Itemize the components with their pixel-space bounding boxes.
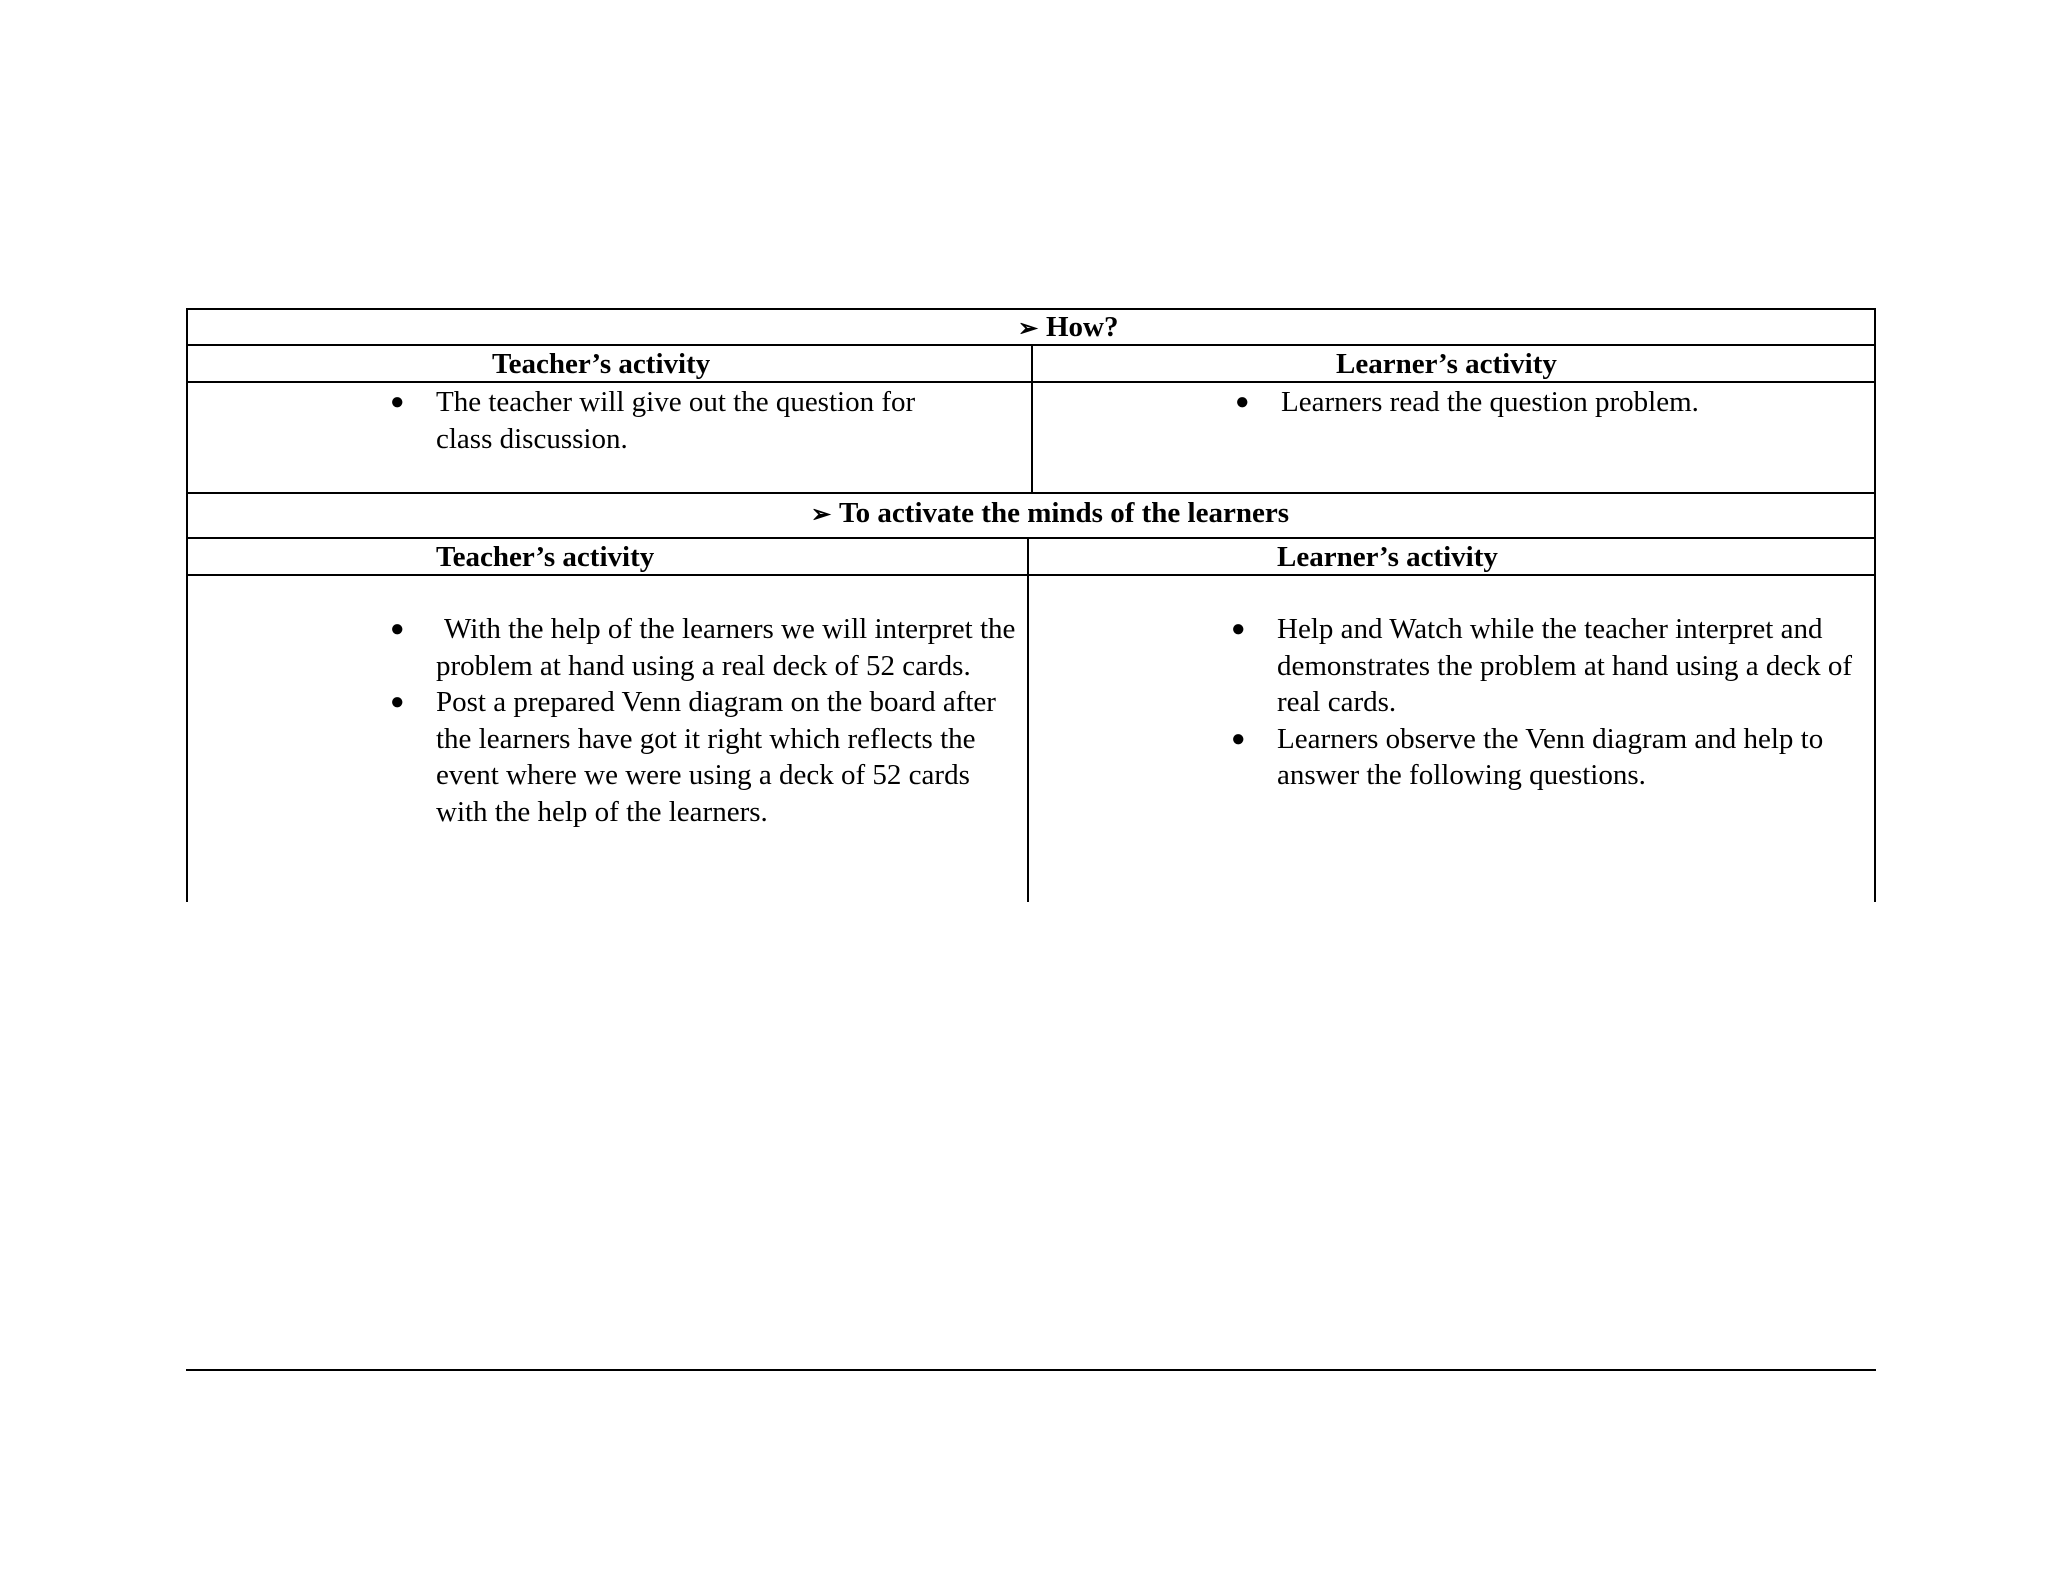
bullet-dot-icon: ● (1235, 389, 1250, 415)
learner-activity-list (1235, 384, 1841, 421)
list-item: ● Help and Watch while the teacher interpret and demonstrates the problem at hand using a deck of real cards. (1231, 613, 1853, 718)
teacher-activity-header: Teacher’s activity (436, 541, 655, 573)
footer-rule (186, 1369, 1876, 1371)
bullet-dot-icon: ● (1231, 616, 1246, 642)
list-item: ● Learners read the question problem. (1281, 384, 1841, 421)
teacher-activity-list (390, 384, 976, 457)
learner-activity-header: Learner’s activity (1336, 348, 1557, 380)
column-divider-2 (1027, 537, 1029, 902)
list-item: ● Learners observe the Venn diagram and help to answer the following questions. (1231, 722, 1824, 791)
list-item: ● Post a prepared Venn diagram on the board after the learners have got it right which reflects the event where we were using a deck of 52 cards with the help of the learners. (390, 686, 996, 828)
teacher-activity-list (390, 611, 1021, 830)
learner-activity-list (1231, 611, 1857, 794)
bullet-dot-icon: ● (390, 689, 405, 715)
arrow-bullet-icon: ➢ (811, 502, 832, 528)
teacher-activity-header: Teacher’s activity (492, 348, 711, 380)
list-item: ● With the help of the learners we will interpret the problem at hand using a real deck of 52 cards. (390, 613, 1016, 682)
section-title-how: ➢ How? (1018, 309, 1119, 347)
table-border-row3 (186, 492, 1876, 494)
lesson-activity-table (186, 308, 1876, 902)
table-border-right (1874, 308, 1876, 902)
bullet-dot-icon: ● (390, 389, 405, 415)
list-item: ● The teacher will give out the question for class discussion. (390, 386, 916, 455)
bullet-dot-icon: ● (1231, 725, 1246, 752)
bullet-dot-icon: ● (390, 616, 405, 642)
table-border-left (186, 308, 188, 902)
section-title-activate: ➢ To activate the minds of the learners (811, 495, 1289, 533)
arrow-bullet-icon: ➢ (1018, 316, 1039, 342)
column-divider-1 (1031, 344, 1033, 492)
learner-activity-header: Learner’s activity (1277, 541, 1498, 573)
